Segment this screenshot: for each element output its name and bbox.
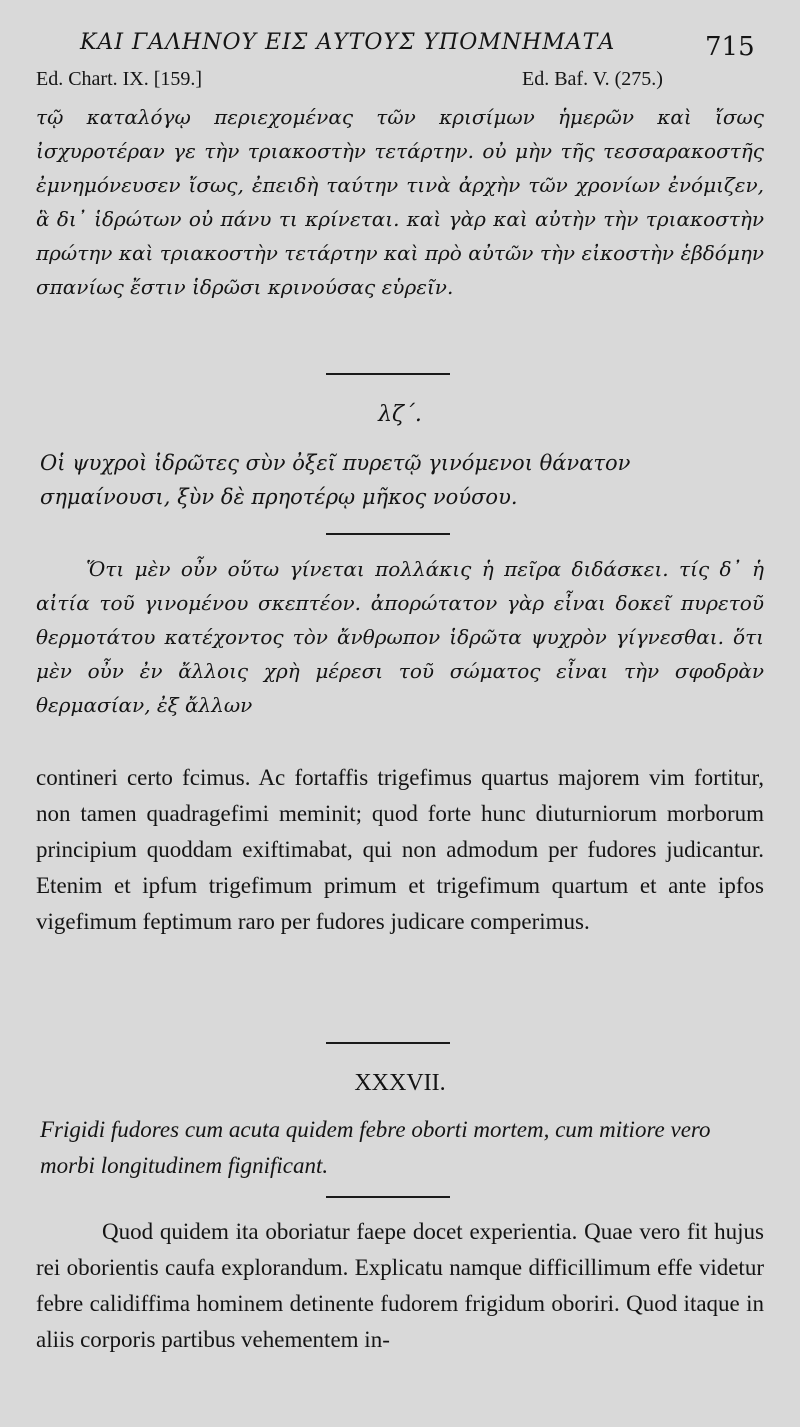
running-title: ΚΑΙ ΓΑΛΗΝΟΥ ΕΙΣ ΑΥΤΟΥΣ ΥΠΟΜΝΗΜΑΤΑ bbox=[80, 30, 616, 55]
greek-commentary-top: τῷ καταλόγῳ περιεχομένας τῶν κρισίμων ἡμερῶν καὶ ἴσως ἰσχυροτέραν γε τὴν τριακοστὴν τετάρτην. οὐ μὴν τῆς τεσσαρακοστῆς ἐμνημόνευσεν ἴσως, ἐπειδὴ ταύτην τινὰ ἀρχὴν τῶν χρονίων ἐνόμιζεν, ἃ δι᾽ ἱδρώτων οὐ πάνυ τι κρίνεται. καὶ γὰρ καὶ αὐτὴν τὴν τριακοστὴν πρώτην καὶ τριακοστὴν τετάρτην καὶ πρὸ αὐτῶν τὴν εἰκοστὴν ἑβδόμην σπανίως ἔστιν ἱδρῶσι κρινούσας εὑρεῖν. bbox=[36, 105, 764, 299]
latin-commentary-top: contineri certo fcimus. Ac fortaffis trigefimus quartus majorem vim fortitur, non tamen quadragefimi meminit; quod forte hunc diuturniorum morborum principium quoddam exiftimabat, qui non admodum per fudores judicantur. Etenim et ipfum trigefimum primum et trigefimum quartum et ante ipfos vigefimum feptimum raro per fudores judicare comperimus. bbox=[36, 765, 764, 934]
greek-commentary: Ὅτι μὲν οὖν οὕτω γίνεται πολλάκις ἡ πεῖρα διδάσκει. τίς δ᾽ ἡ αἰτία τοῦ γινομένου σκεπτέον. ἀπορώτατον γὰρ εἶναι δοκεῖ πυρετοῦ θερμοτάτου κατέχοντος τὸν ἄνθρωπον ἱδρῶτα ψυχρὸν γίγνεσθαι. ὅτι μὲν οὖν ἐν ἄλλοις χρὴ μέρεσι τοῦ σώματος εἶναι τὴν σφοδρὰν θερμασίαν, ἐξ ἄλλων bbox=[36, 557, 764, 717]
lemma-rule-latin bbox=[326, 1196, 450, 1198]
edition-basel: Ed. Baf. V. (275.) bbox=[522, 68, 663, 90]
latin-lemma: Frigidi fudores cum acuta quidem febre oborti mortem, cum mitiore vero morbi longitudinem fignificant. bbox=[40, 1117, 711, 1178]
edition-line bbox=[0, 68, 800, 98]
section-rule bbox=[326, 373, 450, 375]
section-rule-latin bbox=[326, 1042, 450, 1044]
latin-commentary: Quod quidem ita oboriatur faepe docet experientia. Quae vero fit hujus rei oborientis caufa explorandum. Explicatu namque difficillimum effe videtur febre calidiffima hominem detinente fudorem frigidum oboriri. Quod itaque in aliis corporis partibus vehementem in- bbox=[36, 1219, 764, 1352]
edition-chart: Ed. Chart. IX. [159.] bbox=[36, 68, 203, 90]
lemma-rule bbox=[326, 533, 450, 535]
greek-lemma: Οἱ ψυχροὶ ἱδρῶτες σὺν ὀξεῖ πυρετῷ γινόμενοι θάνατον σημαίνουσι, ξὺν δὲ πρηοτέρῳ μῆκος νούσου. bbox=[40, 451, 631, 509]
page-header bbox=[0, 30, 800, 70]
page-number: 715 bbox=[705, 32, 755, 62]
greek-section-number: λζ΄. bbox=[378, 402, 422, 427]
latin-section-number: XXXVII. bbox=[354, 1070, 446, 1096]
